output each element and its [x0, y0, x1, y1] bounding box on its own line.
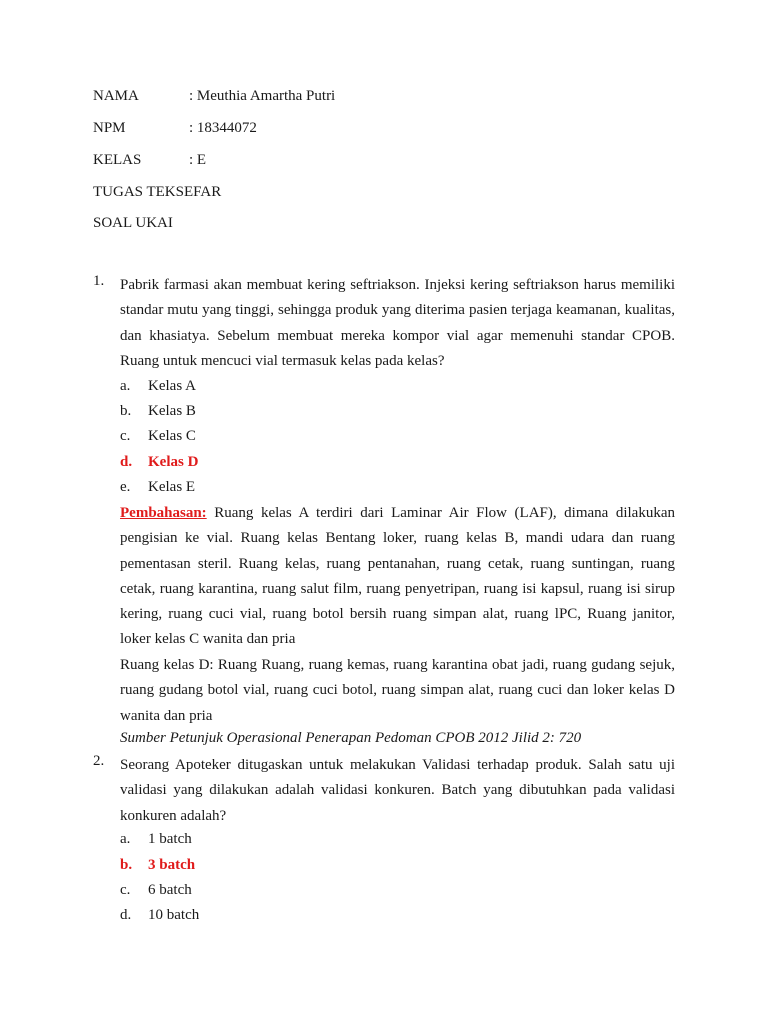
option-text: 10 batch — [148, 907, 200, 923]
option-text: Kelas A — [148, 378, 196, 394]
kelas-label: KELAS — [93, 152, 142, 168]
option-letter: b. — [120, 403, 132, 419]
question-number: 1. — [93, 273, 105, 289]
option-letter: a. — [120, 378, 131, 394]
question-1 — [93, 273, 675, 374]
option-letter: d. — [120, 907, 132, 923]
option-text: Kelas E — [148, 479, 196, 495]
question-2 — [93, 753, 675, 829]
explanation-label: Pembahasan: — [120, 505, 207, 521]
option-text: Kelas B — [148, 403, 196, 419]
option-text: 3 batch — [148, 857, 196, 873]
option-text: Kelas D — [148, 454, 199, 470]
question-text: Seorang Apoteker ditugaskan untuk melakukan Validasi terhadap produk. Salah satu uji validasi yang dilakukan adalah validasi konkuren. Batch yang dibutuhkan pada validasi konkuren adalah? — [120, 757, 675, 824]
npm-label: NPM — [93, 120, 126, 136]
option-letter: a. — [120, 831, 131, 847]
option-text: 6 batch — [148, 882, 192, 898]
npm-value: : 18344072 — [189, 120, 257, 136]
nama-value: : Meuthia Amartha Putri — [189, 88, 336, 104]
explanation-paragraph — [120, 501, 675, 653]
explanation-text: Ruang kelas A terdiri dari Laminar Air Flow (LAF), dimana dilakukan pengisian ke vial. Ruang kelas Bentang loker, ruang kelas B, mandi udara dan ruang pementasan steril. Ruang kelas, ruang pentanahan, ruang cetak, ruang suntingan, ruang cetak, ruang karantina, ruang salut film, ruang penyetripan, ruang isi kapsul, ruang isi sirup kering, ruang cuci vial, ruang botol bersih ruang simpan alat, ruang lPC, Ruang janitor, loker kelas C wanita dan pria — [120, 505, 675, 648]
option-text: Kelas C — [148, 428, 196, 444]
option-letter: c. — [120, 428, 131, 444]
nama-label: NAMA — [93, 88, 139, 104]
question-text: Pabrik farmasi akan membuat kering seftriakson. Injeksi kering seftriakson harus memiliki standar mutu yang tinggi, sehingga produk yang diterima pasien terjaga keamanan, kualitas, dan khasiatya. Sebelum membuat mereka kompor vial agar memenuhi standar CPOB. Ruang untuk mencuci vial termasuk kelas pada kelas? — [120, 277, 675, 369]
option-text: 1 batch — [148, 831, 192, 847]
option-letter: d. — [120, 454, 133, 470]
option-letter: b. — [120, 857, 133, 873]
assignment-title: TUGAS TEKSEFAR — [93, 184, 222, 200]
source-reference: Sumber Petunjuk Operasional Penerapan Pedoman CPOB 2012 Jilid 2: 720 — [120, 730, 582, 746]
section-subtitle: SOAL UKAI — [93, 215, 173, 231]
explanation-class-d: Ruang kelas D: Ruang Ruang, ruang kemas, ruang karantina obat jadi, ruang gudang sejuk, ruang gudang botol vial, ruang cuci botol, ruang simpan alat, ruang cuci dan loker kelas D wanita dan pria — [120, 657, 675, 724]
option-letter: e. — [120, 479, 131, 495]
question-number: 2. — [93, 753, 105, 769]
option-letter: c. — [120, 882, 131, 898]
kelas-value: : E — [189, 152, 207, 168]
